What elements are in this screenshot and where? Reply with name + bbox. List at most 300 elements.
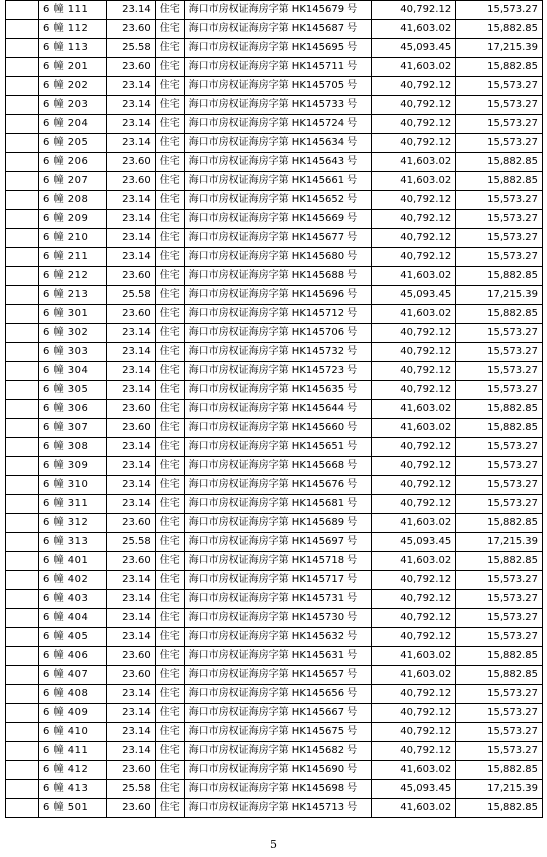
unit-cell: 6 幢 406	[39, 647, 107, 666]
table-row	[6, 400, 543, 419]
price-cell: 41,603.02	[371, 153, 456, 172]
margin-cell	[6, 362, 39, 381]
unit-cell: 6 幢 113	[39, 39, 107, 58]
use-cell: 住宅	[155, 476, 184, 495]
certificate-cell: 海口市房权证海房字第 HK145724 号	[184, 115, 371, 134]
use-cell: 住宅	[155, 153, 184, 172]
price-cell: 40,792.12	[371, 191, 456, 210]
use-cell: 住宅	[155, 172, 184, 191]
price-cell: 40,792.12	[371, 77, 456, 96]
area-cell: 23.14	[107, 457, 156, 476]
table-row	[6, 229, 543, 248]
unit-cell: 6 幢 410	[39, 723, 107, 742]
table-row	[6, 381, 543, 400]
unit-price-cell: 15,882.85	[456, 267, 543, 286]
unit-price-cell: 15,573.27	[456, 1, 543, 20]
certificate-cell: 海口市房权证海房字第 HK145688 号	[184, 267, 371, 286]
unit-price-cell: 15,573.27	[456, 723, 543, 742]
unit-price-cell: 15,573.27	[456, 685, 543, 704]
margin-cell	[6, 400, 39, 419]
price-cell: 45,093.45	[371, 39, 456, 58]
table-row	[6, 457, 543, 476]
unit-cell: 6 幢 311	[39, 495, 107, 514]
unit-price-cell: 15,882.85	[456, 153, 543, 172]
unit-cell: 6 幢 411	[39, 742, 107, 761]
margin-cell	[6, 267, 39, 286]
certificate-cell: 海口市房权证海房字第 HK145689 号	[184, 514, 371, 533]
margin-cell	[6, 780, 39, 799]
area-cell: 23.60	[107, 172, 156, 191]
certificate-cell: 海口市房权证海房字第 HK145631 号	[184, 647, 371, 666]
price-cell: 40,792.12	[371, 685, 456, 704]
certificate-cell: 海口市房权证海房字第 HK145697 号	[184, 533, 371, 552]
price-cell: 41,603.02	[371, 419, 456, 438]
price-cell: 40,792.12	[371, 571, 456, 590]
unit-price-cell: 15,573.27	[456, 134, 543, 153]
certificate-cell: 海口市房权证海房字第 HK145661 号	[184, 172, 371, 191]
unit-cell: 6 幢 201	[39, 58, 107, 77]
certificate-cell: 海口市房权证海房字第 HK145651 号	[184, 438, 371, 457]
certificate-cell: 海口市房权证海房字第 HK145634 号	[184, 134, 371, 153]
use-cell: 住宅	[155, 685, 184, 704]
certificate-cell: 海口市房权证海房字第 HK145632 号	[184, 628, 371, 647]
table-row	[6, 286, 543, 305]
certificate-cell: 海口市房权证海房字第 HK145730 号	[184, 609, 371, 628]
margin-cell	[6, 305, 39, 324]
price-cell: 41,603.02	[371, 172, 456, 191]
margin-cell	[6, 552, 39, 571]
margin-cell	[6, 381, 39, 400]
price-cell: 41,603.02	[371, 761, 456, 780]
price-cell: 40,792.12	[371, 210, 456, 229]
certificate-cell: 海口市房权证海房字第 HK145690 号	[184, 761, 371, 780]
margin-cell	[6, 115, 39, 134]
use-cell: 住宅	[155, 58, 184, 77]
price-cell: 45,093.45	[371, 533, 456, 552]
margin-cell	[6, 609, 39, 628]
price-cell: 40,792.12	[371, 134, 456, 153]
margin-cell	[6, 39, 39, 58]
certificate-cell: 海口市房权证海房字第 HK145667 号	[184, 704, 371, 723]
unit-price-cell: 15,573.27	[456, 362, 543, 381]
margin-cell	[6, 685, 39, 704]
use-cell: 住宅	[155, 324, 184, 343]
unit-cell: 6 幢 202	[39, 77, 107, 96]
area-cell: 23.60	[107, 647, 156, 666]
table-row	[6, 39, 543, 58]
margin-cell	[6, 457, 39, 476]
margin-cell	[6, 723, 39, 742]
use-cell: 住宅	[155, 381, 184, 400]
use-cell: 住宅	[155, 229, 184, 248]
use-cell: 住宅	[155, 666, 184, 685]
use-cell: 住宅	[155, 571, 184, 590]
use-cell: 住宅	[155, 799, 184, 818]
price-cell: 40,792.12	[371, 590, 456, 609]
unit-price-cell: 15,882.85	[456, 172, 543, 191]
unit-price-cell: 15,573.27	[456, 96, 543, 115]
unit-price-cell: 15,573.27	[456, 229, 543, 248]
use-cell: 住宅	[155, 77, 184, 96]
margin-cell	[6, 761, 39, 780]
area-cell: 23.60	[107, 153, 156, 172]
price-cell: 40,792.12	[371, 438, 456, 457]
price-cell: 45,093.45	[371, 286, 456, 305]
unit-price-cell: 17,215.39	[456, 533, 543, 552]
unit-cell: 6 幢 309	[39, 457, 107, 476]
table-row	[6, 191, 543, 210]
unit-cell: 6 幢 305	[39, 381, 107, 400]
price-cell: 41,603.02	[371, 647, 456, 666]
price-cell: 40,792.12	[371, 457, 456, 476]
certificate-cell: 海口市房权证海房字第 HK145656 号	[184, 685, 371, 704]
use-cell: 住宅	[155, 305, 184, 324]
area-cell: 23.14	[107, 438, 156, 457]
unit-cell: 6 幢 313	[39, 533, 107, 552]
unit-cell: 6 幢 402	[39, 571, 107, 590]
margin-cell	[6, 438, 39, 457]
unit-price-cell: 15,573.27	[456, 571, 543, 590]
unit-cell: 6 幢 207	[39, 172, 107, 191]
area-cell: 23.14	[107, 723, 156, 742]
margin-cell	[6, 666, 39, 685]
margin-cell	[6, 229, 39, 248]
unit-cell: 6 幢 409	[39, 704, 107, 723]
area-cell: 23.14	[107, 324, 156, 343]
table-row	[6, 799, 543, 818]
margin-cell	[6, 704, 39, 723]
unit-price-cell: 15,882.85	[456, 799, 543, 818]
unit-price-cell: 15,882.85	[456, 514, 543, 533]
price-cell: 41,603.02	[371, 552, 456, 571]
page-number: 5	[270, 838, 277, 851]
use-cell: 住宅	[155, 552, 184, 571]
unit-price-cell: 15,573.27	[456, 381, 543, 400]
certificate-cell: 海口市房权证海房字第 HK145717 号	[184, 571, 371, 590]
unit-price-cell: 15,573.27	[456, 248, 543, 267]
use-cell: 住宅	[155, 419, 184, 438]
area-cell: 23.14	[107, 210, 156, 229]
certificate-cell: 海口市房权证海房字第 HK145679 号	[184, 1, 371, 20]
price-cell: 40,792.12	[371, 1, 456, 20]
price-cell: 41,603.02	[371, 305, 456, 324]
table-row	[6, 723, 543, 742]
unit-price-cell: 15,573.27	[456, 704, 543, 723]
area-cell: 23.14	[107, 362, 156, 381]
price-cell: 40,792.12	[371, 628, 456, 647]
use-cell: 住宅	[155, 248, 184, 267]
use-cell: 住宅	[155, 343, 184, 362]
use-cell: 住宅	[155, 647, 184, 666]
certificate-cell: 海口市房权证海房字第 HK145635 号	[184, 381, 371, 400]
unit-cell: 6 幢 209	[39, 210, 107, 229]
price-cell: 40,792.12	[371, 343, 456, 362]
price-cell: 41,603.02	[371, 20, 456, 39]
area-cell: 23.14	[107, 571, 156, 590]
area-cell: 23.60	[107, 552, 156, 571]
area-cell: 25.58	[107, 533, 156, 552]
use-cell: 住宅	[155, 20, 184, 39]
unit-cell: 6 幢 208	[39, 191, 107, 210]
use-cell: 住宅	[155, 400, 184, 419]
table-row	[6, 419, 543, 438]
certificate-cell: 海口市房权证海房字第 HK145712 号	[184, 305, 371, 324]
price-cell: 40,792.12	[371, 742, 456, 761]
table-row	[6, 115, 543, 134]
table-row	[6, 533, 543, 552]
margin-cell	[6, 495, 39, 514]
unit-price-cell: 15,882.85	[456, 666, 543, 685]
margin-cell	[6, 647, 39, 666]
unit-cell: 6 幢 111	[39, 1, 107, 20]
use-cell: 住宅	[155, 761, 184, 780]
unit-cell: 6 幢 204	[39, 115, 107, 134]
unit-cell: 6 幢 312	[39, 514, 107, 533]
table-row	[6, 134, 543, 153]
unit-cell: 6 幢 413	[39, 780, 107, 799]
use-cell: 住宅	[155, 780, 184, 799]
unit-cell: 6 幢 304	[39, 362, 107, 381]
area-cell: 23.60	[107, 799, 156, 818]
use-cell: 住宅	[155, 438, 184, 457]
price-cell: 40,792.12	[371, 495, 456, 514]
unit-price-cell: 15,882.85	[456, 419, 543, 438]
unit-cell: 6 幢 112	[39, 20, 107, 39]
price-cell: 40,792.12	[371, 609, 456, 628]
table-body	[6, 1, 543, 818]
unit-price-cell: 15,573.27	[456, 609, 543, 628]
unit-price-cell: 15,573.27	[456, 476, 543, 495]
area-cell: 25.58	[107, 780, 156, 799]
unit-cell: 6 幢 307	[39, 419, 107, 438]
use-cell: 住宅	[155, 495, 184, 514]
table-row	[6, 77, 543, 96]
certificate-cell: 海口市房权证海房字第 HK145668 号	[184, 457, 371, 476]
margin-cell	[6, 172, 39, 191]
table-row	[6, 742, 543, 761]
use-cell: 住宅	[155, 704, 184, 723]
price-cell: 40,792.12	[371, 362, 456, 381]
use-cell: 住宅	[155, 723, 184, 742]
area-cell: 23.60	[107, 400, 156, 419]
unit-cell: 6 幢 303	[39, 343, 107, 362]
table-row	[6, 704, 543, 723]
use-cell: 住宅	[155, 533, 184, 552]
property-table	[5, 0, 543, 818]
area-cell: 23.14	[107, 248, 156, 267]
unit-cell: 6 幢 205	[39, 134, 107, 153]
table-row	[6, 305, 543, 324]
unit-cell: 6 幢 403	[39, 590, 107, 609]
unit-price-cell: 15,573.27	[456, 343, 543, 362]
unit-price-cell: 17,215.39	[456, 780, 543, 799]
certificate-cell: 海口市房权证海房字第 HK145698 号	[184, 780, 371, 799]
area-cell: 23.14	[107, 628, 156, 647]
margin-cell	[6, 1, 39, 20]
area-cell: 23.14	[107, 343, 156, 362]
unit-price-cell: 15,573.27	[456, 191, 543, 210]
table-row	[6, 362, 543, 381]
use-cell: 住宅	[155, 628, 184, 647]
area-cell: 23.60	[107, 267, 156, 286]
price-cell: 45,093.45	[371, 780, 456, 799]
margin-cell	[6, 514, 39, 533]
margin-cell	[6, 419, 39, 438]
unit-cell: 6 幢 310	[39, 476, 107, 495]
area-cell: 23.60	[107, 419, 156, 438]
table-row	[6, 609, 543, 628]
table-row	[6, 552, 543, 571]
margin-cell	[6, 58, 39, 77]
certificate-cell: 海口市房权证海房字第 HK145713 号	[184, 799, 371, 818]
area-cell: 23.14	[107, 590, 156, 609]
price-cell: 40,792.12	[371, 476, 456, 495]
use-cell: 住宅	[155, 39, 184, 58]
area-cell: 23.60	[107, 305, 156, 324]
certificate-cell: 海口市房权证海房字第 HK145657 号	[184, 666, 371, 685]
price-cell: 40,792.12	[371, 115, 456, 134]
area-cell: 23.14	[107, 134, 156, 153]
table-row	[6, 438, 543, 457]
unit-price-cell: 15,573.27	[456, 628, 543, 647]
certificate-cell: 海口市房权证海房字第 HK145706 号	[184, 324, 371, 343]
use-cell: 住宅	[155, 96, 184, 115]
certificate-cell: 海口市房权证海房字第 HK145681 号	[184, 495, 371, 514]
table-row	[6, 628, 543, 647]
margin-cell	[6, 571, 39, 590]
unit-price-cell: 17,215.39	[456, 286, 543, 305]
table-row	[6, 495, 543, 514]
table-row	[6, 96, 543, 115]
margin-cell	[6, 153, 39, 172]
unit-price-cell: 15,882.85	[456, 20, 543, 39]
use-cell: 住宅	[155, 362, 184, 381]
area-cell: 23.14	[107, 1, 156, 20]
unit-cell: 6 幢 302	[39, 324, 107, 343]
margin-cell	[6, 248, 39, 267]
unit-cell: 6 幢 412	[39, 761, 107, 780]
table-row	[6, 172, 543, 191]
unit-price-cell: 15,573.27	[456, 210, 543, 229]
margin-cell	[6, 628, 39, 647]
unit-price-cell: 15,882.85	[456, 58, 543, 77]
use-cell: 住宅	[155, 742, 184, 761]
area-cell: 23.14	[107, 381, 156, 400]
area-cell: 23.14	[107, 115, 156, 134]
table-row	[6, 153, 543, 172]
price-cell: 40,792.12	[371, 96, 456, 115]
use-cell: 住宅	[155, 286, 184, 305]
table-row	[6, 210, 543, 229]
use-cell: 住宅	[155, 210, 184, 229]
unit-price-cell: 17,215.39	[456, 39, 543, 58]
area-cell: 23.14	[107, 77, 156, 96]
unit-cell: 6 幢 212	[39, 267, 107, 286]
margin-cell	[6, 343, 39, 362]
certificate-cell: 海口市房权证海房字第 HK145731 号	[184, 590, 371, 609]
use-cell: 住宅	[155, 191, 184, 210]
margin-cell	[6, 590, 39, 609]
area-cell: 23.14	[107, 704, 156, 723]
certificate-cell: 海口市房权证海房字第 HK145696 号	[184, 286, 371, 305]
table-row	[6, 666, 543, 685]
table-row	[6, 248, 543, 267]
unit-cell: 6 幢 213	[39, 286, 107, 305]
certificate-cell: 海口市房权证海房字第 HK145733 号	[184, 96, 371, 115]
area-cell: 23.14	[107, 685, 156, 704]
price-cell: 41,603.02	[371, 799, 456, 818]
table-row	[6, 647, 543, 666]
unit-cell: 6 幢 404	[39, 609, 107, 628]
unit-cell: 6 幢 401	[39, 552, 107, 571]
unit-price-cell: 15,573.27	[456, 590, 543, 609]
use-cell: 住宅	[155, 115, 184, 134]
unit-cell: 6 幢 408	[39, 685, 107, 704]
area-cell: 23.14	[107, 495, 156, 514]
unit-price-cell: 15,882.85	[456, 761, 543, 780]
unit-cell: 6 幢 306	[39, 400, 107, 419]
margin-cell	[6, 96, 39, 115]
table-row	[6, 343, 543, 362]
unit-cell: 6 幢 211	[39, 248, 107, 267]
unit-cell: 6 幢 501	[39, 799, 107, 818]
table-row	[6, 476, 543, 495]
certificate-cell: 海口市房权证海房字第 HK145677 号	[184, 229, 371, 248]
table-row	[6, 685, 543, 704]
certificate-cell: 海口市房权证海房字第 HK145644 号	[184, 400, 371, 419]
unit-cell: 6 幢 405	[39, 628, 107, 647]
margin-cell	[6, 286, 39, 305]
certificate-cell: 海口市房权证海房字第 HK145705 号	[184, 77, 371, 96]
table-row	[6, 1, 543, 20]
certificate-cell: 海口市房权证海房字第 HK145695 号	[184, 39, 371, 58]
certificate-cell: 海口市房权证海房字第 HK145711 号	[184, 58, 371, 77]
area-cell: 25.58	[107, 39, 156, 58]
price-cell: 41,603.02	[371, 58, 456, 77]
margin-cell	[6, 134, 39, 153]
margin-cell	[6, 533, 39, 552]
use-cell: 住宅	[155, 609, 184, 628]
use-cell: 住宅	[155, 514, 184, 533]
table-row	[6, 590, 543, 609]
unit-price-cell: 15,882.85	[456, 305, 543, 324]
price-cell: 41,603.02	[371, 666, 456, 685]
unit-cell: 6 幢 308	[39, 438, 107, 457]
margin-cell	[6, 77, 39, 96]
area-cell: 23.14	[107, 476, 156, 495]
area-cell: 23.14	[107, 229, 156, 248]
unit-price-cell: 15,573.27	[456, 115, 543, 134]
certificate-cell: 海口市房权证海房字第 HK145718 号	[184, 552, 371, 571]
price-cell: 40,792.12	[371, 381, 456, 400]
certificate-cell: 海口市房权证海房字第 HK145643 号	[184, 153, 371, 172]
unit-price-cell: 15,573.27	[456, 742, 543, 761]
price-cell: 41,603.02	[371, 514, 456, 533]
table-row	[6, 514, 543, 533]
unit-price-cell: 15,573.27	[456, 457, 543, 476]
unit-price-cell: 15,882.85	[456, 647, 543, 666]
price-cell: 40,792.12	[371, 704, 456, 723]
use-cell: 住宅	[155, 134, 184, 153]
certificate-cell: 海口市房权证海房字第 HK145676 号	[184, 476, 371, 495]
table-row	[6, 20, 543, 39]
unit-cell: 6 幢 206	[39, 153, 107, 172]
area-cell: 23.14	[107, 96, 156, 115]
price-cell: 40,792.12	[371, 324, 456, 343]
area-cell: 23.60	[107, 20, 156, 39]
unit-price-cell: 15,573.27	[456, 438, 543, 457]
unit-cell: 6 幢 210	[39, 229, 107, 248]
